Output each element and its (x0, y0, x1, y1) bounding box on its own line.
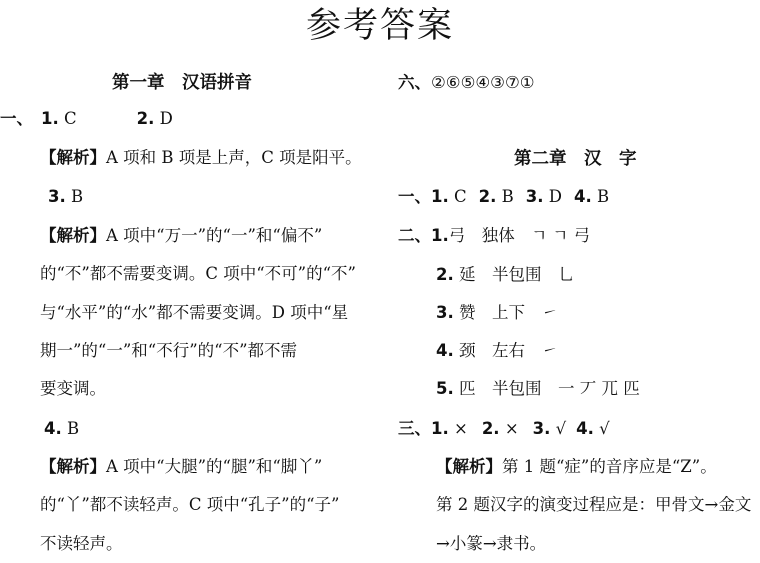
analysis-tag: 【解析】 (40, 457, 106, 476)
analysis-text: 第 1 题“症”的音序应是“Z”。 (502, 457, 717, 476)
item-number: 2. (436, 265, 454, 284)
answer-text: D (543, 187, 562, 206)
answer-text: B (61, 419, 80, 438)
item-number: 1. (41, 109, 59, 128)
analysis-line (40, 217, 322, 255)
answer-text: B (65, 187, 84, 206)
analysis-text: 的“不”都不需要变调。C 项中“不可”的“不” (40, 264, 356, 283)
analysis-tag: 【解析】 (436, 457, 502, 476)
analysis-text: 期一”的“一”和“不行”的“不”都不需 (40, 341, 298, 360)
item-number: 4. (436, 341, 454, 360)
analysis-text: 的“丫”都不读轻声。C 项中“孔子”的“子” (40, 495, 340, 514)
answer-line-4 (44, 410, 79, 448)
answer-text: 延 半包围 乚 (453, 265, 575, 284)
section-number: 六、 (398, 73, 431, 92)
item-number: 5. (436, 379, 454, 398)
item-number: 1. (431, 419, 449, 438)
section-number: 三、 (398, 419, 431, 438)
answer-text: 颈 左右 ㇀ (453, 341, 558, 360)
analysis-text: 不读轻声。 (40, 534, 123, 553)
answer-line-2-2 (436, 256, 575, 294)
item-number: 3. (532, 419, 551, 438)
answer-text: × (448, 419, 468, 438)
answer-text: D (154, 109, 173, 128)
answer-text: √ (550, 419, 567, 438)
section-number: 二、 (398, 226, 431, 245)
answer-text: 匹 半包围 一 丆 兀 匹 (453, 379, 640, 398)
page-title: 参考答案 (305, 6, 454, 46)
item-number: 4. (573, 187, 592, 206)
analysis-text: 与“水平”的“水”都不需要变调。D 项中“星 (40, 303, 349, 322)
answer-line-2-4 (436, 332, 558, 370)
analysis-text: 第 2 题汉字的演变过程应是：甲骨文→金文 (436, 495, 752, 514)
answer-text: ②⑥⑤④③⑦① (431, 73, 535, 92)
item-number: 4. (44, 419, 62, 438)
item-number: 2. (136, 109, 155, 128)
answer-text: √ (593, 419, 610, 438)
answer-line-1 (398, 178, 609, 216)
answer-text: B (591, 187, 610, 206)
analysis-tag: 【解析】 (40, 148, 106, 167)
answer-line-2-5 (436, 370, 640, 408)
chapter-1-title: 第一章 汉语拼音 (112, 73, 252, 93)
item-number: 2. (481, 419, 500, 438)
item-number: 1. (431, 187, 449, 206)
chapter-2-title: 第二章 汉 字 (514, 149, 637, 169)
analysis-text: A 项中“万一”的“一”和“偏不” (106, 226, 323, 245)
answer-line-2-1 (398, 217, 590, 255)
answer-line-6 (398, 64, 535, 102)
item-number: 1. (431, 226, 449, 245)
answer-line-3 (398, 410, 610, 448)
analysis-text: A 项和 B 项是上声，C 项是阳平。 (106, 148, 362, 167)
answer-text: 赞 上下 ㇀ (453, 303, 558, 322)
answer-text: 弓 独体 ㄱ ㄱ 弓 (448, 226, 591, 245)
answer-line-1 (0, 100, 173, 138)
answer-text: C (58, 109, 77, 128)
item-number: 3. (436, 303, 454, 322)
answer-text: B (496, 187, 514, 206)
analysis-text: →小篆→隶书。 (436, 534, 547, 553)
answer-text: C (448, 187, 467, 206)
answer-line-2-3 (436, 294, 558, 332)
item-number: 3. (525, 187, 544, 206)
analysis-text: A 项中“大腿”的“腿”和“脚丫” (106, 457, 323, 476)
section-number: 一、 (398, 187, 431, 206)
analysis-line (40, 139, 362, 177)
item-number: 4. (576, 419, 594, 438)
answer-line-3 (48, 178, 83, 216)
item-number: 3. (48, 187, 66, 206)
analysis-tag: 【解析】 (40, 226, 106, 245)
analysis-text: 要变调。 (40, 379, 106, 398)
analysis-line (40, 448, 322, 486)
section-number: 一、 (0, 109, 33, 128)
item-number: 2. (478, 187, 497, 206)
analysis-line (436, 448, 717, 486)
answer-text: × (499, 419, 519, 438)
